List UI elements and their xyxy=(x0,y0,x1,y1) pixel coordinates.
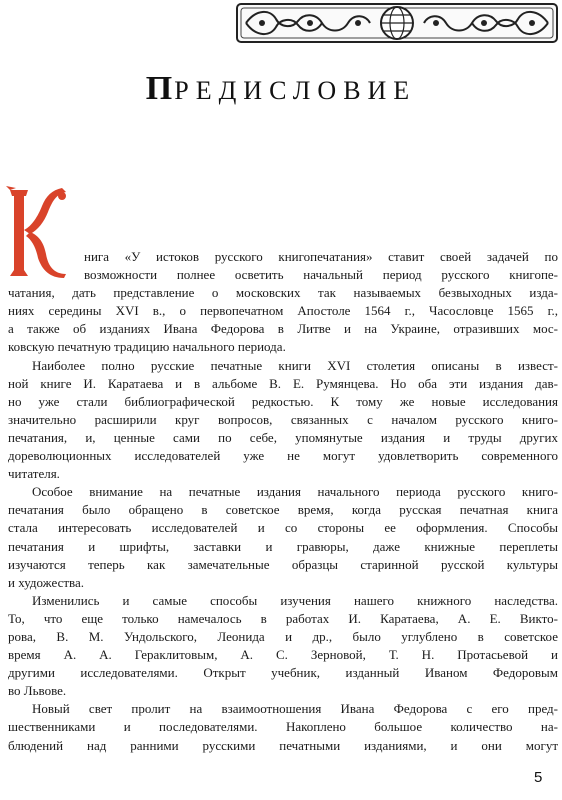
text-line: во Львове. xyxy=(8,683,67,699)
text-line: значительно расширили круг вопросов, связанных с началом русского книго- xyxy=(8,411,558,427)
globe-icon xyxy=(381,7,413,39)
text-line: чатания, дать представление о московских так называемых безвыходных изда- xyxy=(8,285,558,301)
text-line: но уже стали библиографической редкостью. К тому же новые исследования xyxy=(8,393,558,409)
floral-ornament-icon xyxy=(236,3,558,43)
text-line: нига «У истоков русского книгопечатания» ставит своей задачей по xyxy=(84,249,558,264)
text-line: Изменились и самые способы изучения нашего книжного наследства. xyxy=(32,592,558,608)
text-line: ной книге И. Каратаева и в альбоме В. Е. Румянцева. Но оба эти издания дав- xyxy=(8,375,558,391)
text-line: читателя. xyxy=(8,466,60,482)
text-line: ниях середины XVI в., о первопечатном Апостоле 1564 г., Часословце 1565 г., xyxy=(8,303,558,319)
text-line: стала интересовать исследователей и со стороны ее оформления. Способы xyxy=(8,520,558,536)
title-rest: РЕДИСЛОВИЕ xyxy=(174,76,417,105)
text-line: и художества. xyxy=(8,574,85,590)
text-line: печатания было обращено в советское время, когда русская печатная книга xyxy=(8,502,558,518)
text-line: дореволюционных исследователей уже не могут удовлетворить современного xyxy=(8,448,558,464)
page-title xyxy=(0,70,562,108)
text-line: а также об изданиях Ивана Федорова в Литве и на Украине, отразивших мос- xyxy=(8,321,558,337)
text-line: шественниками и последователями. Накоплено большое количество на- xyxy=(8,719,558,735)
text-line: другими исследователями. Открыт учебник, изданный Иваном Федоровым xyxy=(8,665,558,681)
text-line: печатания, и, ценные сами по себе, упомянутые издания и труды других xyxy=(8,429,558,445)
text-line: ковскую печатную традицию начального периода. xyxy=(8,339,286,355)
text-line: То, что еще только намечалось в работах И. Каратаева, А. Е. Викто- xyxy=(8,610,558,626)
text-line: возможности полнее осветить начальный период русского книгопе- xyxy=(84,267,558,283)
text-line: блюдений над ранними русскими печатными изданиями, и они могут xyxy=(8,737,558,753)
body-text xyxy=(8,248,558,755)
text-line: Особое внимание на печатные издания начального периода русского книго- xyxy=(32,484,558,500)
text-line: время А. А. Гераклитовым, А. С. Зерновой, Т. Н. Протасьевой и xyxy=(8,647,558,663)
title-initial: П xyxy=(145,70,175,107)
page-number: 5 xyxy=(534,769,543,786)
text-line: печатания и шрифты, заставки и гравюры, даже книжные переплеты xyxy=(8,538,558,554)
text-line: изучаются теперь как замечательные образцы старинной русской культуры xyxy=(8,556,558,572)
text-line: Наиболее полно русские печатные книги XVI столетия описаны в извест- xyxy=(32,357,558,373)
text-line: Новый свет пролит на взаимоотношения Ивана Федорова с его пред- xyxy=(32,701,558,717)
text-line: рова, В. М. Ундольского, Леонида и др., было углублено в советское xyxy=(8,628,558,644)
